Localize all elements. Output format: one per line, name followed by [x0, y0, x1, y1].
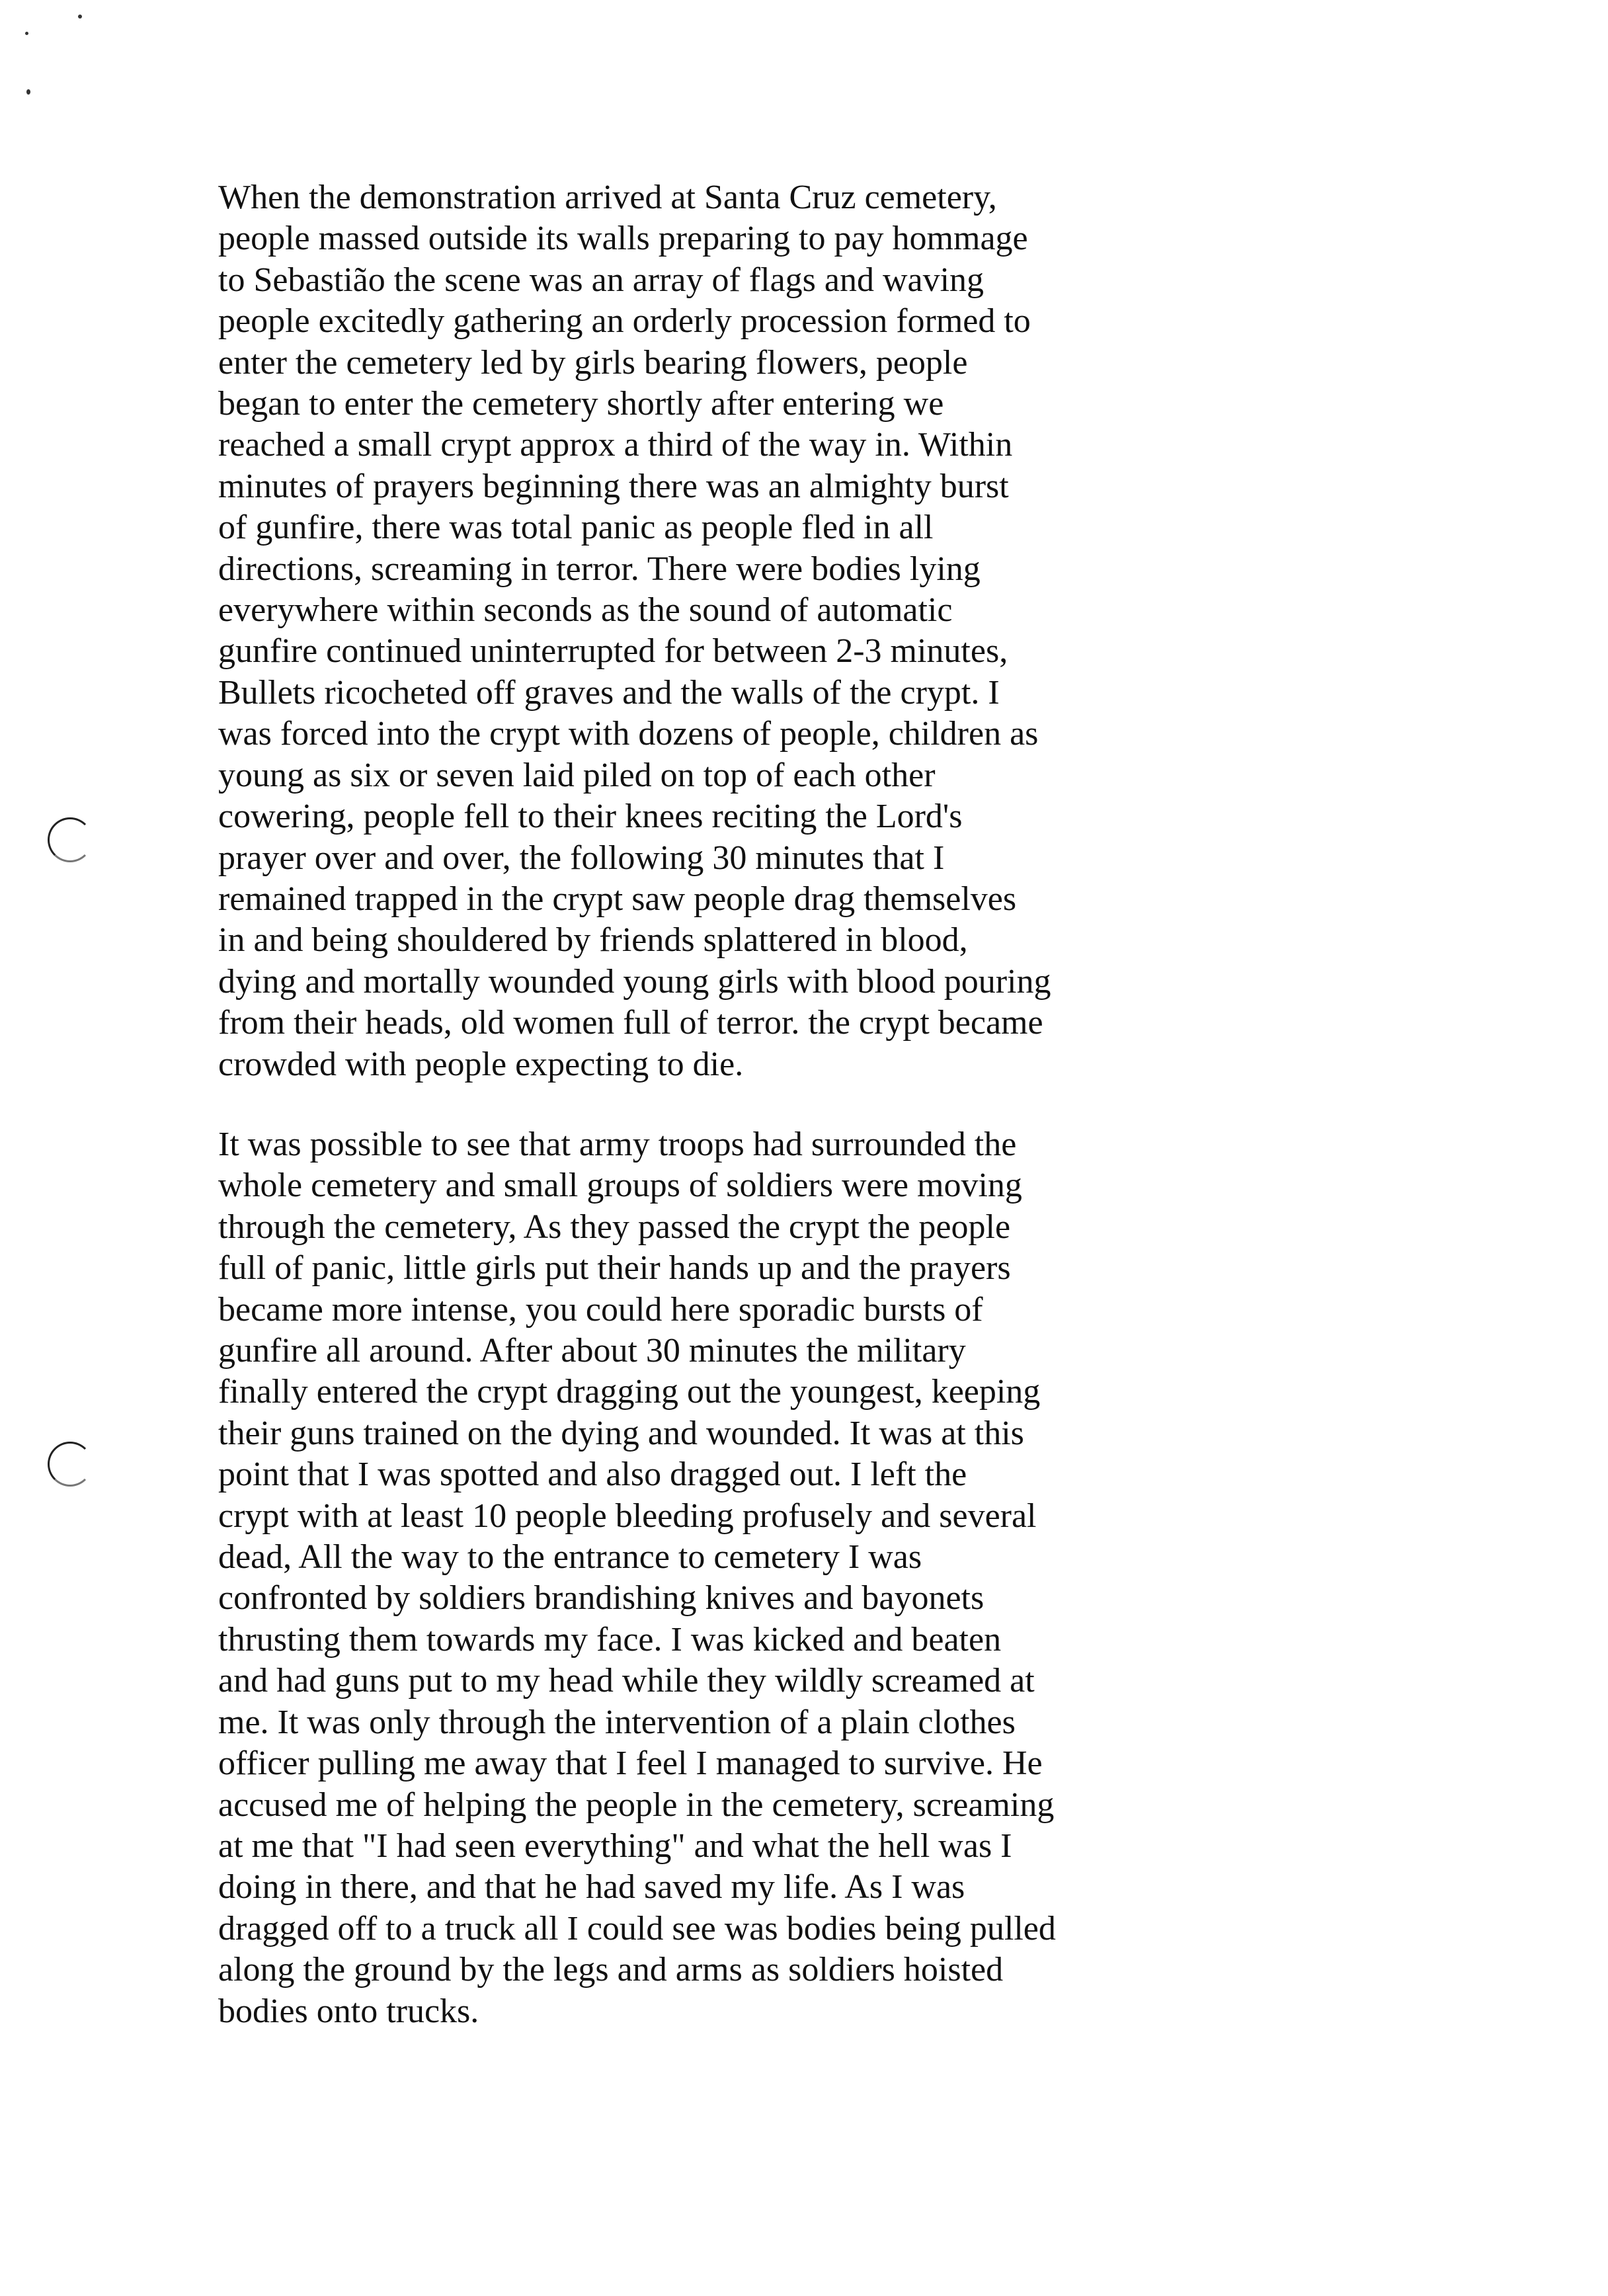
- text-line: became more intense, you could here sporadic bursts of: [218, 1290, 983, 1329]
- punch-hole-mark: [48, 817, 93, 862]
- text-line: minutes of prayers beginning there was an almighty burst: [218, 467, 1009, 505]
- text-line: their guns trained on the dying and wounded. It was at this: [218, 1414, 1024, 1452]
- scan-speck: [78, 15, 82, 19]
- text-line: gunfire all around. After about 30 minutes the military: [218, 1332, 966, 1370]
- text-line: to Sebastião the scene was an array of flags and waving: [218, 261, 985, 299]
- text-line: gunfire continued uninterrupted for between 2-3 minutes,: [218, 632, 1008, 671]
- text-line: along the ground by the legs and arms as soldiers hoisted: [218, 1951, 1004, 1989]
- text-line: young as six or seven laid piled on top of each other: [218, 756, 936, 794]
- text-line: in and being shouldered by friends splattered in blood,: [218, 921, 968, 960]
- text-line: enter the cemetery led by girls bearing flowers, people: [218, 343, 968, 382]
- text-line: prayer over and over, the following 30 minutes that I: [218, 839, 945, 877]
- text-line: people massed outside its walls preparing to pay hommage: [218, 220, 1028, 258]
- text-line: at me that "I had seen everything" and what the hell was I: [218, 1826, 1012, 1865]
- text-line: directions, screaming in terror. There were bodies lying: [218, 550, 981, 588]
- text-line: people excitedly gathering an orderly procession formed to: [218, 302, 1031, 341]
- text-line: through the cemetery, As they passed the crypt the people: [218, 1208, 1011, 1246]
- text-line: point that I was spotted and also dragged out. I left the: [218, 1456, 967, 1494]
- paragraph: [218, 1124, 1056, 2032]
- text-line: Bullets ricocheted off graves and the walls of the crypt. I: [218, 673, 1000, 712]
- text-line: dragged off to a truck all I could see was bodies being pulled: [218, 1909, 1056, 1948]
- text-line: accused me of helping the people in the cemetery, screaming: [218, 1785, 1055, 1824]
- punch-hole-mark: [48, 1442, 93, 1487]
- text-line: cowering, people fell to their knees reciting the Lord's: [218, 798, 963, 836]
- scan-speck: [26, 89, 30, 95]
- text-line: me. It was only through the intervention of a plain clothes: [218, 1703, 1016, 1741]
- text-line: doing in there, and that he had saved my life. As I was: [218, 1868, 965, 1906]
- scan-speck: [25, 32, 28, 35]
- text-line: It was possible to see that army troops had surrounded the: [218, 1126, 1017, 1163]
- text-line: When the demonstration arrived at Santa Cruz cemetery,: [218, 179, 997, 216]
- text-line: officer pulling me away that I feel I managed to survive. He: [218, 1744, 1043, 1783]
- text-line: full of panic, little girls put their hands up and the prayers: [218, 1249, 1011, 1288]
- text-line: bodies onto trucks.: [218, 1992, 479, 2030]
- text-line: remained trapped in the crypt saw people drag themselves: [218, 880, 1017, 918]
- text-line: crowded with people expecting to die.: [218, 1045, 744, 1083]
- text-line: reached a small crypt approx a third of the way in. Within: [218, 426, 1013, 464]
- text-line: everywhere within seconds as the sound of automatic: [218, 591, 953, 630]
- text-line: crypt with at least 10 people bleeding profusely and several: [218, 1496, 1037, 1535]
- paragraph: [218, 177, 1051, 1085]
- text-line: dead, All the way to the entrance to cemetery I was: [218, 1538, 922, 1577]
- text-line: dying and mortally wounded young girls with blood pouring: [218, 962, 1051, 1001]
- text-line: was forced into the crypt with dozens of people, children as: [218, 715, 1039, 753]
- text-line: began to enter the cemetery shortly after entering we: [218, 385, 944, 423]
- text-line: and had guns put to my head while they wildly screamed at: [218, 1662, 1035, 1700]
- text-line: finally entered the crypt dragging out the youngest, keeping: [218, 1373, 1041, 1411]
- text-line: of gunfire, there was total panic as people fled in all: [218, 509, 934, 547]
- text-line: thrusting them towards my face. I was kicked and beaten: [218, 1620, 1002, 1659]
- text-line: whole cemetery and small groups of soldiers were moving: [218, 1167, 1022, 1205]
- text-line: from their heads, old women full of terror. the crypt became: [218, 1004, 1043, 1042]
- text-line: confronted by soldiers brandishing knives and bayonets: [218, 1579, 985, 1618]
